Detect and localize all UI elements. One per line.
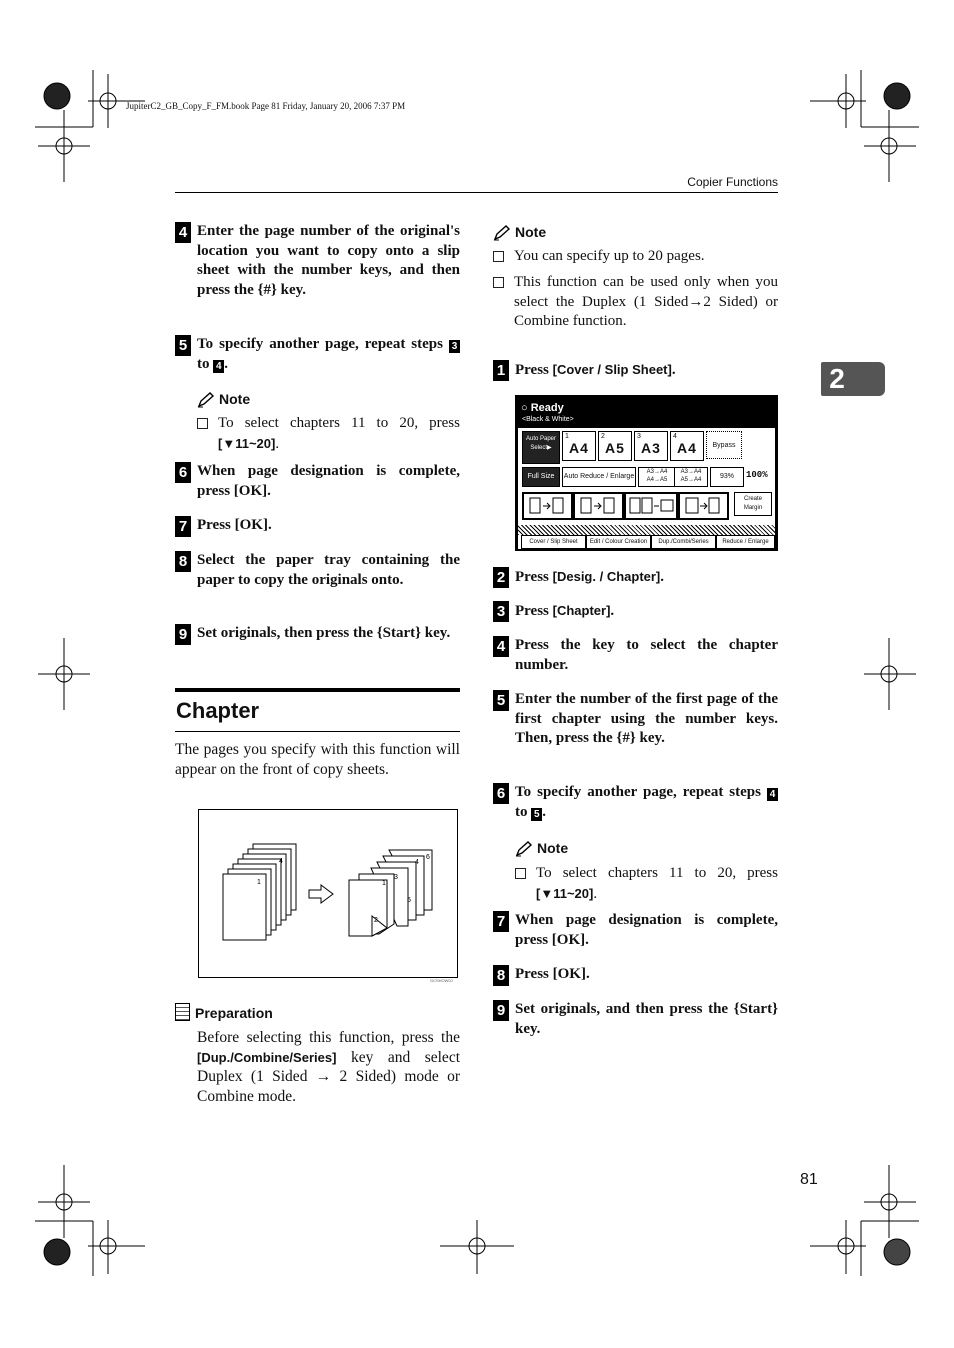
ratio-button-2[interactable]: A3→A4 A5→A4 [674,467,708,487]
step-6: 6 When page designation is complete, press [OK]. [175,462,460,501]
checkbox-bullet-icon [493,251,504,262]
chapter-intro: The pages you specify with this function will appear on the front of copy sheets. [175,741,460,778]
duplex-mode-button-1[interactable] [522,492,573,520]
step-4: 4 Press the key to select the chapter number. [493,636,778,675]
tab-cover-slip-sheet[interactable]: Cover / Slip Sheet [521,535,586,549]
page-label: 4 [279,858,283,865]
control-panel-screen [515,395,778,551]
section-title: Chapter [176,698,260,723]
step-ref-icon: 3 [449,340,460,353]
page-label: 4 [415,859,419,866]
page-label: 6 [426,854,430,861]
step-6: 6 To specify another page, repeat steps 4 to 5 . [493,783,778,822]
step-text: Press the key to select the chapter number. [515,637,778,673]
tray-2-button[interactable]: 2 A5 [598,431,632,461]
step-text: Press [OK]. [197,517,272,533]
step-4: 4 Enter the page number of the original's location you want to copy onto a slip sheet with the number keys, and then press the {#} key. [175,222,460,301]
step-text: To specify another page, repeat steps 3 to 4 . [197,335,460,374]
tab-reduce-enlarge[interactable]: Reduce / Enlarge [716,535,775,549]
step-text: Enter the number of the first page of the first chapter using the number keys. Then, press the {#} key. [515,691,778,747]
page-number: 81 [800,1171,818,1188]
running-header: Copier Functions [687,175,778,189]
left-note [197,391,250,408]
book-file-info: JupiterC2_GB_Copy_F_FM.book Page 81 Friday, January 20, 2006 7:37 PM [126,101,406,111]
page-label: 3 [394,874,398,881]
checkbox-bullet-icon [515,868,526,879]
step-7: 7 Press [OK]. [175,516,460,536]
pencil-icon [515,841,533,857]
create-margin-button[interactable]: Create Margin [734,492,772,516]
ratio-button-1[interactable]: A3→A4 A4→A5 [638,467,676,487]
step-5: 5 To specify another page, repeat steps 3 to 4 . [175,335,460,374]
tray-1-button[interactable]: 1 A4 [562,431,596,461]
pencil-icon [197,392,215,408]
panel-mode: <Black & White> [522,416,574,423]
checkbox-bullet-icon [197,418,208,429]
step-text: Press [Desig. / Chapter]. [515,569,665,585]
step-8: 8 Press [OK]. [493,965,778,985]
right-note-2 [515,840,568,857]
figure-code: GCSHOW0J [430,978,453,983]
section-rule [175,731,460,732]
page-stack-diagram [199,810,457,977]
right-note [493,224,546,241]
step-text: Press [Chapter]. [515,603,615,619]
note-title: Note [515,224,547,240]
full-size-button[interactable]: Full Size [522,467,560,487]
step-text: When page designation is complete, press [OK]. [515,912,778,948]
step-9: 9 Set originals, and then press the {Start} key. [493,1000,778,1039]
combine-icon [626,494,676,518]
section-rule [175,688,460,692]
note-title: Note [537,840,569,856]
page-label: 5 [407,897,411,904]
preparation-text: Before selecting this function, press the [Dup./Combine/Series] key and select Duplex (1 Sided → 2 Sided) mode or Combine mode. [197,1029,461,1105]
step-text: Enter the page number of the original's location you want to copy onto a slip sheet with the number keys, and then press the {#} key. [197,223,460,299]
panel-status: ○ Ready [521,402,564,414]
page-label: 1 [382,880,386,887]
step-3: 3 Press [Chapter]. [493,601,778,622]
step-text: To specify another page, repeat steps 4 to 5 . [515,783,778,822]
checkbox-bullet-icon [493,277,504,288]
preparation-icon [175,1003,190,1021]
pencil-icon [493,225,511,241]
tray-3-button[interactable]: 3 A3 [634,431,668,461]
step-text: Set originals, and then press the {Start} key. [515,1001,778,1037]
header-rule [175,192,778,193]
step-ref-icon: 5 [531,808,542,821]
step-text: Press [Cover / Slip Sheet]. [515,362,676,378]
step-ref-icon: 4 [767,788,778,801]
auto-reduce-enlarge-button[interactable]: Auto Reduce / Enlarge [562,467,636,487]
chapter-tab: 2 [821,362,885,396]
step-text: Select the paper tray containing the paper to copy the originals onto. [197,552,460,588]
series-mode-button[interactable] [678,492,729,520]
auto-paper-select-button[interactable]: Auto Paper Select▶ [522,431,560,464]
duplex-1-icon [524,494,571,518]
step-9: 9 Set originals, then press the {Start} key. [175,624,460,644]
panel-separator [518,525,775,535]
tab-dup-combi-series[interactable]: Dup./Combi/Series [651,535,716,549]
tray-4-button[interactable]: 4 A4 [670,431,704,461]
step-2: 2 Press [Desig. / Chapter]. [493,567,778,588]
ratio-display: 100% [746,470,768,480]
series-icon [680,494,727,518]
step-text: Press [OK]. [515,966,590,982]
preparation-heading: Preparation [175,1003,273,1023]
step-8: 8 Select the paper tray containing the paper to copy the originals onto. [175,551,460,590]
page-label: 2 [374,917,378,924]
step-ref-icon: 4 [213,360,224,373]
chapter-illustration [198,809,458,978]
page-label: 1 [257,879,261,886]
step-5: 5 Enter the number of the first page of the first chapter using the number keys. Then, press the {#} key. [493,690,778,749]
duplex-2-icon [575,494,622,518]
ratio-button-3[interactable]: 93% [710,467,744,487]
step-7: 7 When page designation is complete, press [OK]. [493,911,778,950]
duplex-mode-button-2[interactable] [573,492,624,520]
step-text: When page designation is complete, press [OK]. [197,463,460,499]
note-title: Note [219,391,251,407]
combine-mode-button[interactable] [624,492,678,520]
tab-edit-colour-creation[interactable]: Edit / Colour Creation [586,535,651,549]
bypass-button[interactable]: Bypass [706,431,742,459]
step-1: 1 Press [Cover / Slip Sheet]. [493,360,778,381]
step-text: Set originals, then press the {Start} key. [197,625,451,641]
